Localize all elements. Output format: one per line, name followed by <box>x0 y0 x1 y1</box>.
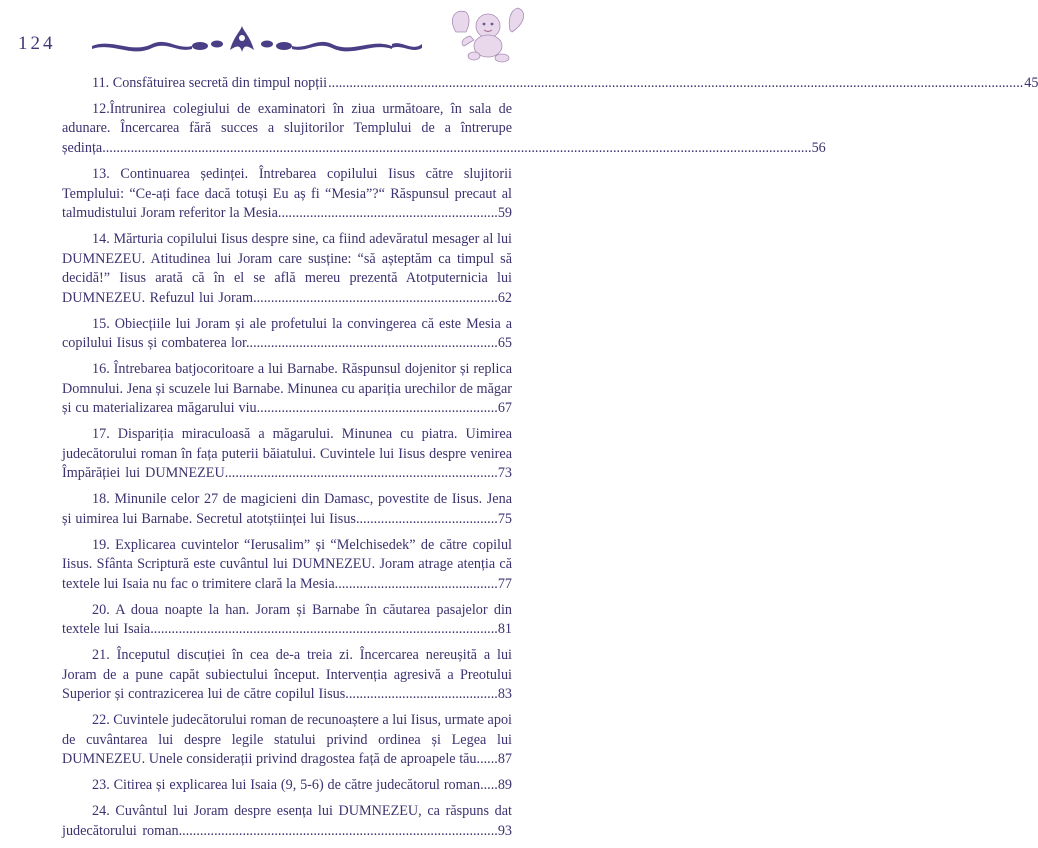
toc-entry-title: 11. Consfătuirea secretă din timpul nopții <box>92 75 328 91</box>
toc-entry-text: 23. Citirea și explicarea lui Isaia (9, 5-6) de către judecătorul roman <box>92 777 481 794</box>
toc-page-number: 62 <box>497 289 512 306</box>
toc-page-number: 89 <box>497 777 512 794</box>
page-number: 124 <box>18 33 56 54</box>
toc-entry-text: 16. Întrebarea batjocoritoare a lui Barnabe. Răspunsul dojenitor și replica Domnului. Jena și scuzele lui Barnabe. Minunea cu apariția urechilor de măgar și cu materializarea măgarului viu <box>62 361 512 417</box>
dot-leader: ............................................................................. <box>224 465 498 482</box>
toc-entry <box>62 360 512 419</box>
toc-entry <box>62 425 512 484</box>
toc-entry <box>62 711 512 770</box>
dot-leader: .................................................................................................. <box>150 621 498 638</box>
toc-page-number: 87 <box>497 751 512 768</box>
toc-entry-text: 12.Întrunirea colegiului de examinatori în ziua următoare, în sala de adunare. Încercarea fără succes a slujitorilor Templului de a întrerupe ședința <box>62 100 512 157</box>
toc-entry-text: 13. Continuarea ședinței. Întrebarea copilului Iisus către slujitorii Templului: “Ce-ați face dacă totuși Eu aș fi “Mesia”?“ Răspunsul precaut al talmudistului Joram referitor la Mesia <box>62 165 512 222</box>
toc-page-number: 73 <box>497 465 512 482</box>
toc-entry-text: 18. Minunile celor 27 de magicieni din Damasc, povestite de Iisus. Jena și uimirea lui Barnabe. Secretul atotștiinței lui Iisus <box>62 491 512 527</box>
toc-page-number: 59 <box>497 205 512 222</box>
toc-entry-text: 24. Cuvântul lui Joram despre esența lui DUMNEZEU, ca răspuns dat judecătorului roman <box>62 803 512 839</box>
toc-page-number: 75 <box>497 510 512 527</box>
dot-leader <box>328 74 1023 94</box>
toc-entry <box>62 315 512 354</box>
toc-entry <box>62 230 512 308</box>
toc-page-number: 65 <box>497 335 512 352</box>
toc-entry <box>62 490 512 529</box>
dot-leader: ........................................ <box>355 510 498 527</box>
cherub-illustration-icon <box>448 2 532 68</box>
toc-entry <box>62 536 512 595</box>
table-of-contents <box>62 74 1038 848</box>
toc-page-number: 67 <box>497 400 512 417</box>
dot-leader: ........................................................................................................................................................................................................ <box>102 140 812 157</box>
toc-entry <box>62 165 512 224</box>
toc-entry-text: 14. Mărturia copilului Iisus despre sine, ca fiind adevăratul mesager al lui DUMNEZEU. Atitudinea lui Joram care susține: “să așteptăm ca timpul să decidă!” Iisus arată că în el se află mereu prezentă Atotputernicia lui DUMNEZEU. Refuzul lui Joram <box>62 231 512 306</box>
dot-leader: .................................................................... <box>256 400 498 417</box>
toc-entry <box>62 601 512 640</box>
toc-entry-text: 15. Obiecțiile lui Joram și ale profetului la convingerea că este Mesia a copilului Iisus și combaterea lor <box>62 315 512 352</box>
dot-leader: .......................................................................................... <box>178 822 498 839</box>
toc-entry <box>62 646 512 705</box>
dot-leader: .............................................................. <box>277 205 498 222</box>
toc-page-number: 77 <box>497 575 512 592</box>
toc-entry-text: 17. Dispariția miraculoasă a măgarului. Minunea cu piatra. Uimirea judecătorului roman în fața puterii băiatului. Cuvintele lui Iisus despre venirea Împărăției lui DUMNEZEU <box>62 426 512 482</box>
toc-entry-text: 21. Începutul discuției în cea de-a treia zi. Încercarea nereușită a lui Joram de a pune capăt subiectului început. Intervenția agresivă a Preotului Superior și contrazicerea lui de către copilul Iisus <box>62 647 512 703</box>
toc-entry <box>62 74 1038 94</box>
toc-entry <box>62 776 512 796</box>
toc-page-number: 83 <box>497 686 512 703</box>
dot-leader: ..... <box>480 777 498 794</box>
dot-leader: ........................................... <box>345 686 498 703</box>
toc-page-number: 93 <box>497 822 512 839</box>
dot-leader: ..................................................................... <box>253 289 498 306</box>
toc-entry-text: 22. Cuvintele judecătorului roman de recunoaștere a lui Iisus, urmate apoi de cuvântarea lui despre legile statului privind ordinea și Legea lui DUMNEZEU. Unele considerații privind dragostea față de aproapele tău <box>62 712 512 768</box>
toc-page-number: 81 <box>497 621 512 638</box>
dot-leader: ....................................................................... <box>245 335 498 352</box>
toc-page-number: 56 <box>811 140 826 157</box>
toc-entry <box>62 100 826 159</box>
dot-leader: .............................................. <box>334 575 498 592</box>
toc-entry <box>62 802 512 841</box>
toc-leader-line <box>62 74 1038 94</box>
toc-entry-text: 19. Explicarea cuvintelor “Ierusalim” și “Melchisedek” de către copilul Iisus. Sfânta Scriptură este cuvântul lui DUMNEZEU. Joram atrage atenția că textele lui Isaia nu fac o trimitere clară la Mesia <box>62 536 512 592</box>
decorative-ornament-icon <box>92 24 422 60</box>
dot-leader: ...... <box>476 751 498 768</box>
toc-page-number: 45 <box>1024 75 1038 91</box>
toc-entry-text: 20. A doua noapte la han. Joram și Barnabe în căutarea pasajelor din textele lui Isaia <box>62 601 512 638</box>
